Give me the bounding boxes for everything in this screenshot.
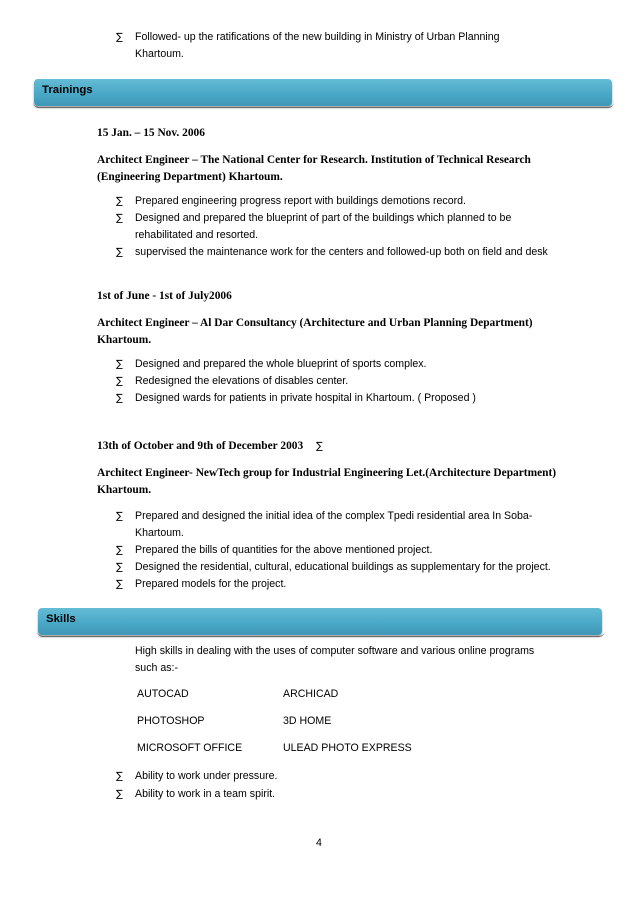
entry-date — [97, 438, 323, 455]
section-header-skills — [38, 608, 602, 635]
entry-title: Architect Engineer – Al Dar Consultancy (Architecture and Urban Planning Department) Khartoum. — [97, 317, 533, 346]
list-item — [116, 390, 576, 407]
section-header-trainings — [34, 79, 612, 106]
list-item-text: Prepared the bills of quantities for the above mentioned project. — [135, 544, 433, 556]
bullet-icon: ∑ — [116, 393, 123, 404]
page-number: 4 — [316, 837, 322, 849]
list-item — [116, 244, 576, 261]
bullet-icon: ∑ — [116, 196, 123, 207]
entry-date: 1st of June - 1st of July2006 — [97, 290, 232, 302]
list-item-text: Designed the residential, cultural, educational buildings as supplementary for the project. — [135, 561, 551, 573]
skills-intro: High skills in dealing with the uses of computer software and various online programs such as:- — [135, 645, 535, 674]
bullet-icon: ∑ — [116, 376, 123, 387]
software-item: AUTOCAD — [137, 688, 189, 700]
list-item — [116, 786, 576, 803]
list-item — [116, 508, 576, 542]
list-item — [116, 193, 576, 210]
software-item: 3D HOME — [283, 715, 332, 727]
list-item-text: Designed and prepared the blueprint of part of the buildings which planned to be rehabilitated and resorted. — [135, 212, 512, 241]
entry-date-text: 13th of October and 9th of December 2003 — [97, 440, 304, 452]
section-title: Skills — [46, 613, 76, 625]
software-item: ARCHICAD — [283, 688, 339, 700]
bullet-icon: ∑ — [116, 579, 123, 590]
bullet-icon: ∑ — [316, 441, 323, 452]
list-item — [116, 576, 576, 593]
list-item — [116, 210, 576, 244]
bullet-icon: ∑ — [116, 247, 123, 258]
list-item — [116, 559, 576, 576]
list-item — [116, 29, 576, 63]
bullet-icon: ∑ — [116, 32, 123, 43]
list-item-text: Prepared models for the project. — [135, 578, 287, 590]
software-item: PHOTOSHOP — [137, 715, 205, 727]
software-item: ULEAD PHOTO EXPRESS — [283, 742, 412, 754]
bullet-icon: ∑ — [116, 359, 123, 370]
list-item — [116, 768, 576, 785]
entry-title: Architect Engineer – The National Center for Research. Institution of Technical Research (Engineering Department) Khartoum. — [97, 154, 531, 183]
list-item-text: Redesigned the elevations of disables center. — [135, 375, 349, 387]
bullet-icon: ∑ — [116, 213, 123, 224]
bullet-icon: ∑ — [116, 771, 123, 782]
bullet-icon: ∑ — [116, 562, 123, 573]
bullet-icon: ∑ — [116, 789, 123, 800]
entry-date: 15 Jan. – 15 Nov. 2006 — [97, 127, 205, 139]
list-item — [116, 373, 576, 390]
entry-title: Architect Engineer- NewTech group for Industrial Engineering Let.(Architecture Department) Khartoum. — [97, 467, 557, 496]
list-item-text: supervised the maintenance work for the centers and followed-up both on field and desk — [135, 246, 548, 258]
list-item-text: Followed- up the ratifications of the new building in Ministry of Urban Planning Khartoum. — [135, 31, 500, 60]
bullet-icon: ∑ — [116, 545, 123, 556]
list-item-text: Ability to work in a team spirit. — [135, 788, 276, 800]
list-item-text: Prepared engineering progress report with buildings demotions record. — [135, 195, 466, 207]
section-title: Trainings — [42, 84, 93, 96]
software-item: MICROSOFT OFFICE — [137, 742, 243, 754]
list-item-text: Ability to work under pressure. — [135, 770, 278, 782]
list-item — [116, 542, 576, 559]
list-item-text: Prepared and designed the initial idea of the complex Tpedi residential area In Soba-Khartoum. — [135, 510, 533, 539]
list-item-text: Designed wards for patients in private hospital in Khartoum. ( Proposed ) — [135, 392, 476, 404]
list-item-text: Designed and prepared the whole blueprint of sports complex. — [135, 358, 427, 370]
bullet-icon: ∑ — [116, 511, 123, 522]
list-item — [116, 356, 576, 373]
